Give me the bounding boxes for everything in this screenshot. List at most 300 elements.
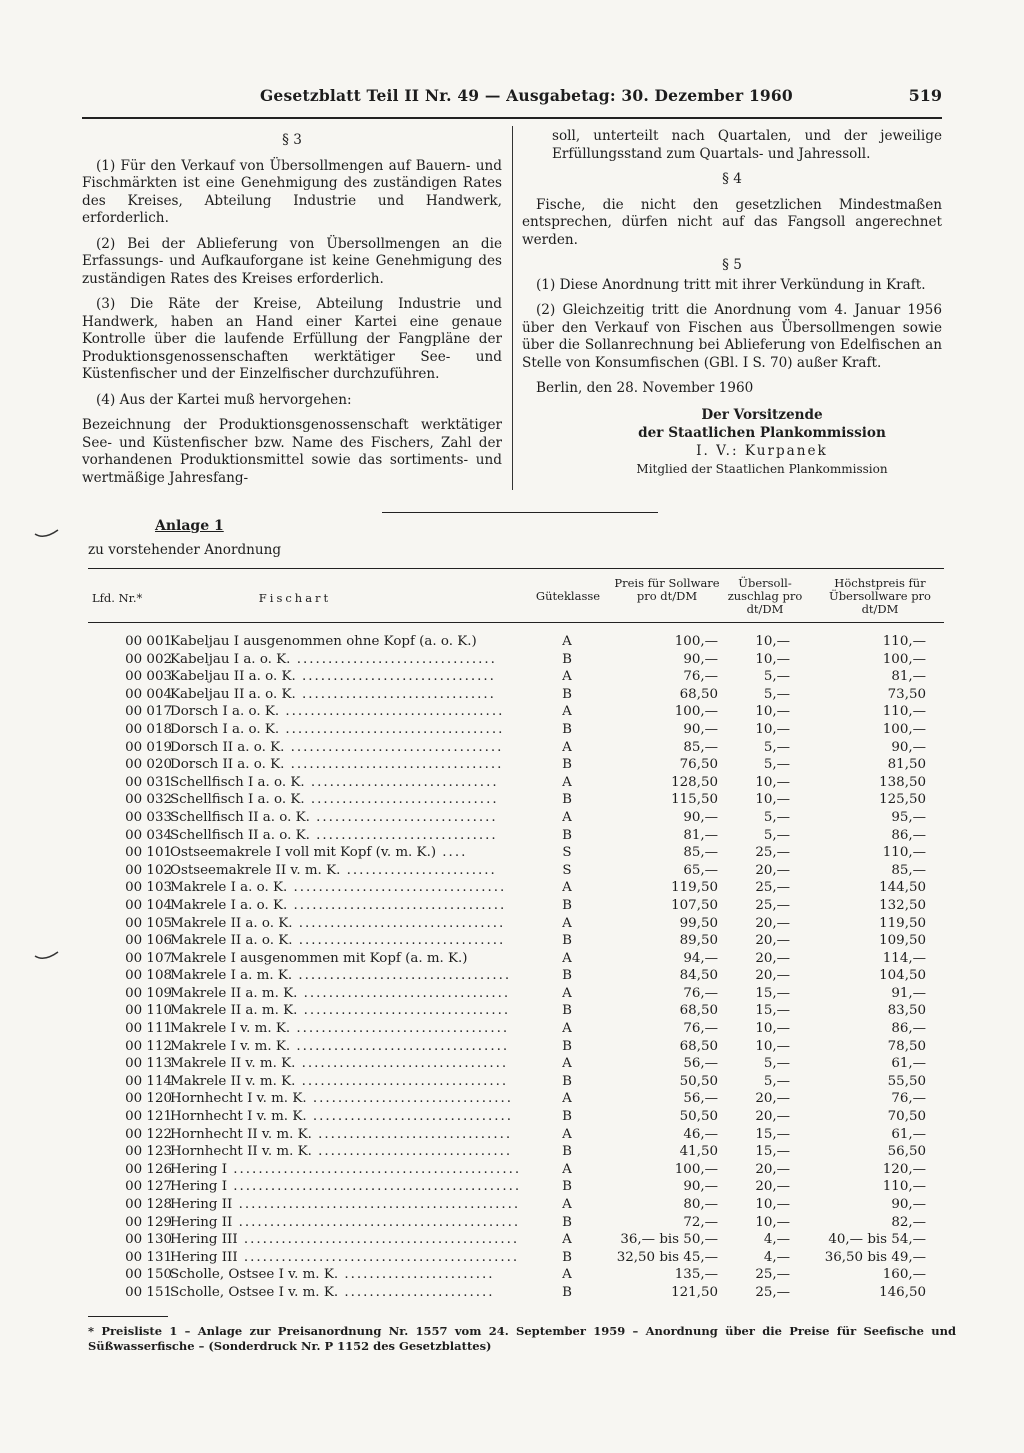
row-fischart (170, 1250, 530, 1265)
row-fischart-label: Makrele II a. o. K. (170, 933, 293, 949)
header-title: Gesetzblatt Teil II Nr. 49 — Ausgabetag: 30. Dezember 1960 (260, 86, 793, 105)
row-preis: 41,50 (679, 1144, 718, 1160)
row-fischart-label: Makrele I a. o. K. (170, 880, 288, 896)
paragraph: (2) Gleichzeitig tritt die Anordnung vom 4. Januar 1956 über den Verkauf von Fischen aus Übersollmengen sowie über die Sollanrechnung bei Ablieferung von Edelfischen an Stelle von Konsumfischen (GBl. I S. 70) außer Kraft. (522, 302, 942, 371)
row-zuschlag: 25,— (755, 897, 790, 913)
table-row (88, 1285, 944, 1303)
row-fischart (170, 1179, 530, 1194)
table-row (88, 898, 944, 916)
row-zuschlag: 10,— (755, 1214, 790, 1230)
row-gueteklasse: B (562, 897, 572, 913)
leader-dots: ............................... (311, 1126, 513, 1142)
row-fischart-label: Makrele II v. m. K. (170, 1073, 296, 1089)
row-gueteklasse: A (562, 1197, 572, 1212)
row-fischart-label: Kabeljau I a. o. K. (170, 651, 291, 667)
row-hoechstpreis: 82,— (891, 1214, 926, 1230)
table-row (88, 1250, 944, 1268)
row-gueteklasse: B (562, 1249, 572, 1265)
row-number: 00 017 (125, 704, 172, 720)
row-number: 00 123 (125, 1144, 172, 1160)
table-row (88, 1091, 944, 1109)
table-row (88, 1021, 944, 1039)
row-hoechstpreis: 132,50 (879, 897, 926, 913)
row-zuschlag: 25,— (755, 1284, 790, 1300)
signature-name: I. V.: Kurpanek (696, 442, 828, 459)
row-number: 00 004 (125, 686, 172, 702)
leader-dots: ................................ (306, 1091, 514, 1107)
row-number: 00 018 (125, 721, 172, 737)
row-fischart (170, 1091, 530, 1106)
leader-dots: ............................. (309, 809, 498, 825)
row-fischart-label: Hornhecht I v. m. K. (170, 1091, 307, 1107)
row-fischart (170, 1127, 530, 1142)
row-zuschlag: 20,— (755, 968, 790, 984)
row-gueteklasse: A (562, 704, 572, 720)
row-number: 00 033 (125, 809, 172, 825)
paragraph: (4) Aus der Kartei muß hervorgehen: (96, 391, 352, 408)
row-number: 00 019 (125, 739, 172, 755)
row-preis: 115,50 (671, 792, 718, 808)
footnote-rule (88, 1316, 168, 1317)
row-number: 00 113 (125, 1056, 172, 1072)
row-number: 00 151 (125, 1284, 172, 1300)
column-header-fischart: Fischart (258, 591, 332, 605)
row-zuschlag: 25,— (755, 845, 790, 861)
table-row (88, 1003, 944, 1021)
row-zuschlag: 10,— (755, 721, 790, 737)
row-preis: 90,— (683, 1179, 718, 1195)
row-number: 00 002 (125, 651, 172, 667)
row-gueteklasse: B (562, 792, 572, 808)
leader-dots: ............................... (295, 669, 496, 685)
leader-dots: .................................. (284, 757, 504, 773)
leader-dots: ................................. (297, 985, 511, 1001)
row-fischart (170, 1056, 530, 1071)
row-number: 00 109 (125, 985, 172, 1001)
row-number: 00 127 (125, 1179, 172, 1195)
section-5-heading: § 5 (722, 257, 742, 273)
row-hoechstpreis: 120,— (882, 1161, 926, 1177)
table-row (88, 1144, 944, 1162)
row-fischart-label: Kabeljau I ausgenommen ohne Kopf (a. o. K.) (170, 634, 477, 649)
row-fischart (170, 1003, 530, 1018)
row-fischart (170, 916, 530, 931)
table-row (88, 880, 944, 898)
table-row (88, 1267, 944, 1285)
row-zuschlag: 5,— (763, 827, 790, 843)
row-preis: 32,50 bis 45,— (616, 1249, 718, 1265)
row-gueteklasse: B (562, 1284, 572, 1300)
column-header-lfd: Lfd. Nr.* (92, 591, 143, 605)
table-row (88, 845, 944, 863)
table-row (88, 863, 944, 881)
row-hoechstpreis: 90,— (891, 1197, 926, 1212)
leader-dots: ................................. (297, 1003, 511, 1019)
table-row (88, 810, 944, 828)
table-row (88, 722, 944, 740)
row-fischart-label: Hornhecht II v. m. K. (170, 1126, 312, 1142)
row-zuschlag: 10,— (755, 651, 790, 667)
row-gueteklasse: B (562, 1179, 572, 1195)
row-hoechstpreis: 144,50 (879, 880, 926, 896)
leader-dots: .................................. (290, 1038, 510, 1054)
table-row (88, 1197, 944, 1215)
row-fischart-label: Makrele II a. o. K. (170, 915, 293, 931)
leader-dots: ........................ (338, 1267, 495, 1283)
table-row (88, 740, 944, 758)
table-row (88, 1074, 944, 1092)
row-gueteklasse: A (562, 1161, 572, 1177)
row-preis: 56,— (683, 1056, 718, 1072)
leader-dots: .............................................. (227, 1161, 522, 1177)
section-rule (382, 512, 658, 513)
row-fischart-label: Makrele II v. m. K. (170, 1056, 296, 1072)
row-preis: 119,50 (671, 880, 718, 896)
row-gueteklasse: A (562, 985, 572, 1001)
row-fischart (170, 1215, 530, 1230)
row-hoechstpreis: 109,50 (879, 933, 926, 949)
row-gueteklasse: A (562, 1126, 572, 1142)
row-zuschlag: 10,— (755, 634, 790, 649)
column-header-hoechstpreis: Höchstpreis für Übersollware pro dt/DM (829, 576, 931, 616)
row-number: 00 032 (125, 792, 172, 808)
row-preis: 90,— (683, 651, 718, 667)
row-fischart-label: Makrele I a. m. K. (170, 968, 293, 984)
row-gueteklasse: B (562, 1003, 572, 1019)
row-number: 00 105 (125, 915, 172, 931)
row-preis: 99,50 (679, 915, 718, 931)
row-fischart (170, 951, 530, 966)
row-zuschlag: 20,— (755, 1161, 790, 1177)
row-fischart-label: Hering I (170, 1179, 228, 1195)
row-hoechstpreis: 110,— (882, 704, 926, 720)
leader-dots: ................................. (292, 933, 506, 949)
table-row (88, 951, 944, 969)
row-zuschlag: 15,— (755, 1003, 790, 1019)
row-zuschlag: 10,— (755, 774, 790, 790)
row-preis: 89,50 (679, 933, 718, 949)
table-row (88, 1127, 944, 1145)
table-row (88, 704, 944, 722)
table-row (88, 916, 944, 934)
row-gueteklasse: A (562, 950, 572, 966)
row-fischart (170, 704, 530, 719)
row-hoechstpreis: 138,50 (879, 774, 926, 790)
table-row (88, 775, 944, 793)
row-zuschlag: 4,— (763, 1249, 790, 1265)
signature-block (582, 406, 942, 478)
row-fischart-label: Schellfisch II a. o. K. (170, 827, 310, 843)
row-gueteklasse: A (562, 1267, 572, 1283)
column-divider (512, 126, 513, 490)
leader-dots: ........................ (338, 1284, 495, 1300)
table-row (88, 1162, 944, 1180)
row-fischart-label: Makrele I a. o. K. (170, 897, 288, 913)
row-fischart (170, 828, 530, 843)
row-fischart-label: Schellfisch II a. o. K. (170, 809, 310, 825)
pencil-check-mark (34, 528, 60, 540)
row-hoechstpreis: 119,50 (879, 915, 926, 931)
row-gueteklasse: S (562, 845, 572, 861)
row-number: 00 122 (125, 1126, 172, 1142)
leader-dots: .................................. (290, 1021, 510, 1037)
row-fischart (170, 1285, 530, 1300)
row-fischart-label: Dorsch II a. o. K. (170, 757, 285, 773)
row-fischart (170, 986, 530, 1001)
row-number: 00 111 (125, 1021, 172, 1037)
row-number: 00 020 (125, 757, 172, 773)
table-row (88, 1179, 944, 1197)
annex-title: Anlage 1 (155, 518, 224, 534)
signature-line: der Staatlichen Plankommission (638, 424, 886, 441)
table-row (88, 1109, 944, 1127)
row-fischart (170, 757, 530, 772)
row-hoechstpreis: 90,— (891, 739, 926, 755)
row-gueteklasse: A (562, 1232, 572, 1248)
row-number: 00 131 (125, 1249, 172, 1265)
signature-role: Mitglied der Staatlichen Plankommission (636, 461, 888, 476)
row-fischart (170, 810, 530, 825)
row-fischart-label: Hering I (170, 1161, 228, 1177)
row-fischart (170, 652, 530, 667)
row-gueteklasse: A (562, 809, 572, 825)
row-gueteklasse: B (562, 827, 572, 843)
row-fischart (170, 775, 530, 790)
table-row (88, 1215, 944, 1233)
row-hoechstpreis: 61,— (891, 1056, 926, 1072)
row-gueteklasse: B (562, 1073, 572, 1089)
row-zuschlag: 20,— (755, 862, 790, 878)
row-hoechstpreis: 110,— (882, 845, 926, 861)
leader-dots: ................................. (295, 1073, 509, 1089)
row-zuschlag: 10,— (755, 1038, 790, 1054)
row-hoechstpreis: 125,50 (879, 792, 926, 808)
table-row (88, 968, 944, 986)
row-preis: 100,— (674, 1161, 718, 1177)
paragraph: (3) Die Räte der Kreise, Abteilung Industrie und Handwerk, haben an Hand einer Kartei eine genaue Kontrolle über die laufende Erfüllung der Fangpläne der Produktionsgenossenschaften werktätiger See- und Küstenfischer und der Einzelfischer durchzuführen. (82, 296, 502, 382)
row-preis: 128,50 (671, 774, 718, 790)
row-zuschlag: 25,— (755, 880, 790, 896)
leader-dots: ................................... (279, 721, 505, 737)
table-row (88, 792, 944, 810)
paragraph: Bezeichnung der Produktionsgenossenschaft werktätiger See- und Küstenfischer bzw. Name des Fischers, Zahl der vorhandenen Produktionsmittel sowie das sortiments- und wertmäßige Jahresfang- (82, 417, 502, 486)
row-preis: 65,— (683, 862, 718, 878)
row-fischart (170, 1267, 530, 1282)
row-gueteklasse: A (562, 880, 572, 896)
row-preis: 107,50 (671, 897, 718, 913)
header-rule (82, 117, 942, 119)
row-fischart-label: Kabeljau II a. o. K. (170, 686, 296, 702)
row-preis: 68,50 (679, 1038, 718, 1054)
row-gueteklasse: B (562, 721, 572, 737)
row-preis: 56,— (683, 1091, 718, 1107)
row-fischart-label: Makrele II a. m. K. (170, 985, 298, 1001)
row-fischart-label: Dorsch II a. o. K. (170, 739, 285, 755)
row-fischart (170, 1109, 530, 1124)
row-fischart (170, 634, 530, 649)
table-row (88, 1232, 944, 1250)
footnote: * Preisliste 1 – Anlage zur Preisanordnung Nr. 1557 vom 24. September 1959 – Anordnung über die Preise für Seefische und Süßwasserfische – (Sonderdruck Nr. P 1152 des Gesetzblattes) (88, 1324, 956, 1353)
table-row (88, 1056, 944, 1074)
row-gueteklasse: B (562, 933, 572, 949)
row-preis: 121,50 (671, 1284, 718, 1300)
row-gueteklasse: B (562, 651, 572, 667)
leader-dots: .................................. (287, 880, 507, 896)
leader-dots: ................................ (290, 651, 497, 667)
row-number: 00 121 (125, 1109, 172, 1125)
leader-dots: .............................................. (227, 1179, 522, 1195)
row-preis: 90,— (683, 721, 718, 737)
row-number: 00 101 (125, 845, 172, 861)
row-fischart-label: Makrele I ausgenommen mit Kopf (a. m. K.) (170, 950, 468, 966)
row-preis: 36,— bis 50,— (620, 1232, 718, 1248)
row-number: 00 107 (125, 950, 172, 966)
leader-dots: ............................. (309, 827, 498, 843)
leader-dots: ............................................. (232, 1197, 521, 1212)
row-preis: 50,50 (679, 1073, 718, 1089)
row-fischart (170, 1197, 530, 1212)
page-header (82, 86, 942, 114)
row-gueteklasse: A (562, 739, 572, 755)
row-zuschlag: 20,— (755, 933, 790, 949)
table-row (88, 828, 944, 846)
row-hoechstpreis: 100,— (882, 721, 926, 737)
row-number: 00 126 (125, 1161, 172, 1177)
row-fischart (170, 845, 530, 860)
row-zuschlag: 5,— (763, 757, 790, 773)
row-hoechstpreis: 73,50 (887, 686, 926, 702)
row-hoechstpreis: 86,— (891, 1021, 926, 1037)
row-zuschlag: 5,— (763, 739, 790, 755)
row-number: 00 114 (125, 1073, 172, 1089)
row-gueteklasse: A (562, 1021, 572, 1037)
row-fischart-label: Kabeljau II a. o. K. (170, 669, 296, 685)
row-zuschlag: 15,— (755, 985, 790, 1001)
leader-dots: .................................. (292, 968, 512, 984)
row-fischart-label: Schellfisch I a. o. K. (170, 774, 305, 790)
row-preis: 68,50 (679, 1003, 718, 1019)
row-gueteklasse: B (562, 686, 572, 702)
row-number: 00 150 (125, 1267, 172, 1283)
row-number: 00 129 (125, 1214, 172, 1230)
row-hoechstpreis: 85,— (891, 862, 926, 878)
row-preis: 81,— (683, 827, 718, 843)
row-preis: 76,— (683, 985, 718, 1001)
table-row (88, 933, 944, 951)
row-gueteklasse: A (562, 1091, 572, 1107)
row-fischart-label: Hering II (170, 1214, 233, 1230)
row-hoechstpreis: 83,50 (887, 1003, 926, 1019)
price-table (88, 634, 944, 1303)
row-number: 00 110 (125, 1003, 172, 1019)
row-preis: 72,— (683, 1214, 718, 1230)
row-preis: 100,— (674, 704, 718, 720)
row-fischart-label: Ostseemakrele II v. m. K. (170, 862, 341, 878)
row-number: 00 001 (125, 634, 172, 649)
section-3-heading: § 3 (282, 132, 302, 148)
leader-dots: ............................... (311, 1144, 513, 1160)
table-row (88, 669, 944, 687)
leader-dots: ................................ (306, 1109, 514, 1125)
row-zuschlag: 20,— (755, 950, 790, 966)
row-hoechstpreis: 76,— (891, 1091, 926, 1107)
row-gueteklasse: A (562, 1056, 572, 1072)
row-number: 00 103 (125, 880, 172, 896)
row-gueteklasse: A (562, 774, 572, 790)
row-hoechstpreis: 100,— (882, 651, 926, 667)
row-hoechstpreis: 61,— (891, 1126, 926, 1142)
row-zuschlag: 5,— (763, 1073, 790, 1089)
row-zuschlag: 10,— (755, 1197, 790, 1212)
leader-dots: ............................................ (237, 1232, 520, 1248)
leader-dots: .................................. (284, 739, 504, 755)
row-zuschlag: 4,— (763, 1232, 790, 1248)
row-fischart-label: Makrele II a. m. K. (170, 1003, 298, 1019)
column-header-gueteklasse: Güteklasse (535, 589, 601, 603)
paragraph: (1) Diese Anordnung tritt mit ihrer Verkündung in Kraft. (536, 276, 926, 293)
row-zuschlag: 5,— (763, 686, 790, 702)
row-fischart (170, 1021, 530, 1036)
left-column (82, 132, 502, 495)
paragraph: soll, unterteilt nach Quartalen, und der jeweilige Erfüllungsstand zum Quartals- und Jahressoll. (552, 128, 942, 162)
row-zuschlag: 5,— (763, 809, 790, 825)
row-hoechstpreis: 104,50 (879, 968, 926, 984)
row-preis: 85,— (683, 739, 718, 755)
row-gueteklasse: S (562, 862, 572, 878)
row-fischart-label: Hering II (170, 1197, 233, 1212)
row-fischart (170, 1074, 530, 1089)
table-top-rule (88, 568, 944, 569)
row-gueteklasse: B (562, 1109, 572, 1125)
row-number: 00 003 (125, 669, 172, 685)
row-fischart (170, 898, 530, 913)
row-number: 00 130 (125, 1232, 172, 1248)
row-fischart (170, 740, 530, 755)
row-fischart (170, 880, 530, 895)
table-row (88, 634, 944, 652)
row-number: 00 106 (125, 933, 172, 949)
row-fischart-label: Schellfisch I a. o. K. (170, 792, 305, 808)
row-preis: 94,— (683, 950, 718, 966)
row-hoechstpreis: 78,50 (887, 1038, 926, 1054)
row-preis: 84,50 (679, 968, 718, 984)
row-hoechstpreis: 91,— (891, 985, 926, 1001)
row-gueteklasse: A (562, 634, 572, 649)
row-fischart-label: Dorsch I a. o. K. (170, 704, 280, 720)
row-zuschlag: 20,— (755, 1109, 790, 1125)
row-number: 00 108 (125, 968, 172, 984)
row-zuschlag: 15,— (755, 1144, 790, 1160)
section-4-heading: § 4 (722, 171, 742, 187)
row-hoechstpreis: 56,50 (887, 1144, 926, 1160)
row-gueteklasse: A (562, 915, 572, 931)
row-hoechstpreis: 146,50 (879, 1284, 926, 1300)
row-preis: 90,— (683, 809, 718, 825)
row-preis: 76,50 (679, 757, 718, 773)
row-zuschlag: 20,— (755, 1179, 790, 1195)
row-zuschlag: 10,— (755, 792, 790, 808)
row-gueteklasse: B (562, 757, 572, 773)
leader-dots: ............................................. (232, 1214, 521, 1230)
row-gueteklasse: B (562, 1144, 572, 1160)
row-zuschlag: 20,— (755, 1091, 790, 1107)
row-fischart (170, 1039, 530, 1054)
row-fischart-label: Makrele I v. m. K. (170, 1038, 291, 1054)
leader-dots: ................................. (295, 1056, 509, 1072)
row-fischart-label: Scholle, Ostsee I v. m. K. (170, 1284, 339, 1300)
row-hoechstpreis: 40,— bis 54,— (828, 1232, 926, 1248)
row-zuschlag: 20,— (755, 915, 790, 931)
